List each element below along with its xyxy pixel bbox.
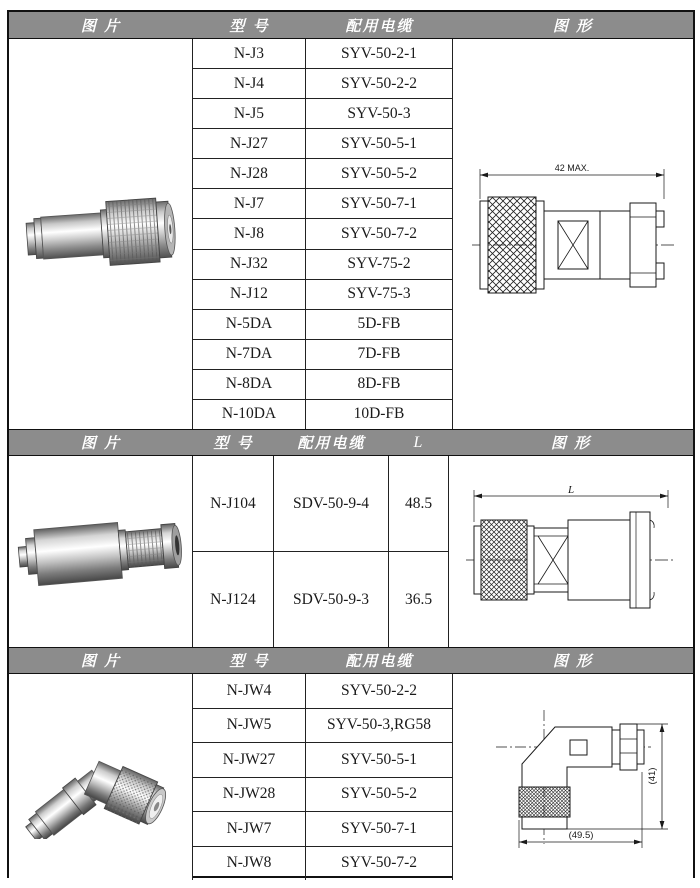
table-row bbox=[193, 674, 453, 709]
model-cell: N-J124 bbox=[193, 552, 274, 647]
connector-photo-right-angle bbox=[9, 674, 193, 880]
cable-cell: SYV-75-3 bbox=[306, 280, 453, 309]
connector-table bbox=[7, 10, 695, 878]
connector-photo-straight bbox=[9, 39, 193, 429]
table-row bbox=[193, 69, 453, 99]
diagram-right-angle-n bbox=[453, 674, 693, 880]
header-cable: 配用电缆 bbox=[345, 653, 414, 670]
dim-label-49-5: (49.5) bbox=[568, 830, 594, 841]
cable-cell: SYV-50-2-2 bbox=[306, 69, 453, 98]
table-row bbox=[193, 189, 453, 219]
section2-header-row bbox=[9, 429, 693, 456]
diagram-straight-n bbox=[453, 39, 693, 429]
model-cell: N-5DA bbox=[193, 310, 306, 339]
header-model: 型 号 bbox=[229, 653, 270, 670]
header-cable: 配用电缆 bbox=[297, 435, 366, 452]
table-row bbox=[193, 778, 453, 813]
model-cell: N-J27 bbox=[193, 129, 306, 158]
cable-cell: 7D-FB bbox=[306, 340, 453, 369]
sdv-connector-photo-image bbox=[15, 496, 187, 608]
section1-rows bbox=[193, 39, 453, 429]
table-row bbox=[193, 250, 453, 280]
section3-header-row bbox=[9, 647, 693, 674]
section1-header-row bbox=[9, 12, 693, 39]
model-cell: N-J3 bbox=[193, 39, 306, 68]
cable-cell: SYV-50-5-2 bbox=[306, 778, 453, 812]
header-diagram: 图 形 bbox=[550, 435, 592, 452]
header-photo: 图 片 bbox=[80, 17, 122, 35]
table-row bbox=[193, 552, 449, 647]
header-photo: 图 片 bbox=[80, 435, 122, 452]
connector-photo-sdv bbox=[9, 456, 193, 647]
model-cell: N-8DA bbox=[193, 370, 306, 399]
model-cell: N-JW7 bbox=[193, 812, 306, 846]
model-cell: N-10DA bbox=[193, 400, 306, 429]
model-cell: N-J12 bbox=[193, 280, 306, 309]
section-sdv-n bbox=[9, 429, 693, 647]
section2-rows bbox=[193, 456, 449, 647]
length-cell: 48.5 bbox=[389, 456, 449, 551]
cable-cell: 8D-FB bbox=[306, 370, 453, 399]
right-angle-n-drawing bbox=[471, 696, 675, 858]
sdv-n-drawing bbox=[464, 482, 678, 622]
cable-cell: SYV-50-2-2 bbox=[306, 674, 453, 708]
model-cell: N-JW27 bbox=[193, 743, 306, 777]
model-cell: N-J28 bbox=[193, 159, 306, 188]
header-l: L bbox=[413, 433, 425, 451]
header-diagram: 图 形 bbox=[552, 653, 594, 670]
table-row bbox=[193, 39, 453, 69]
table-row bbox=[193, 400, 453, 429]
cable-cell: SYV-50-7-1 bbox=[306, 812, 453, 846]
table-row bbox=[193, 219, 453, 249]
table-row bbox=[193, 310, 453, 340]
cable-cell: SYV-50-7-2 bbox=[306, 847, 453, 881]
table-row bbox=[193, 99, 453, 129]
model-cell: N-J4 bbox=[193, 69, 306, 98]
right-angle-connector-photo-image bbox=[21, 715, 181, 839]
model-cell: N-JW5 bbox=[193, 709, 306, 743]
cable-cell: SYV-50-5-1 bbox=[306, 129, 453, 158]
cable-cell: SYV-50-7-2 bbox=[306, 219, 453, 248]
header-model: 型 号 bbox=[213, 435, 254, 452]
cable-cell: SYV-50-7-1 bbox=[306, 189, 453, 218]
cable-cell: SYV-50-3 bbox=[306, 99, 453, 128]
cable-cell: SYV-50-5-2 bbox=[306, 159, 453, 188]
header-photo: 图 片 bbox=[80, 653, 122, 670]
section-straight-n bbox=[9, 12, 693, 429]
section3-rows bbox=[193, 674, 453, 880]
table-row bbox=[193, 847, 453, 881]
cable-cell: 10D-FB bbox=[306, 400, 453, 429]
table-row bbox=[193, 456, 449, 552]
model-cell: N-J32 bbox=[193, 250, 306, 279]
table-row bbox=[193, 340, 453, 370]
cable-cell: 5D-FB bbox=[306, 310, 453, 339]
model-cell: N-J7 bbox=[193, 189, 306, 218]
cable-cell: SYV-75-2 bbox=[306, 250, 453, 279]
dim-label-41: (41) bbox=[647, 767, 658, 785]
section-right-angle-n bbox=[9, 647, 693, 880]
diagram-sdv-n bbox=[449, 456, 693, 647]
length-cell: 36.5 bbox=[389, 552, 449, 647]
table-row bbox=[193, 743, 453, 778]
cable-cell: SYV-50-2-1 bbox=[306, 39, 453, 68]
straight-n-drawing bbox=[468, 159, 678, 309]
model-cell: N-J8 bbox=[193, 219, 306, 248]
straight-connector-photo-image bbox=[21, 186, 181, 282]
model-cell: N-JW8 bbox=[193, 847, 306, 881]
header-cable: 配用电缆 bbox=[345, 17, 414, 35]
cable-cell: SDV-50-9-4 bbox=[274, 456, 389, 551]
cable-cell: SYV-50-5-1 bbox=[306, 743, 453, 777]
table-row bbox=[193, 129, 453, 159]
table-row bbox=[193, 280, 453, 310]
header-diagram: 图 形 bbox=[552, 17, 594, 35]
table-row bbox=[193, 709, 453, 744]
model-cell: N-J5 bbox=[193, 99, 306, 128]
dim-label-L: L bbox=[567, 483, 575, 496]
model-cell: N-JW28 bbox=[193, 778, 306, 812]
cable-cell: SYV-50-3,RG58 bbox=[306, 709, 453, 743]
table-row bbox=[193, 159, 453, 189]
header-model: 型 号 bbox=[229, 17, 270, 35]
cable-cell: SDV-50-9-3 bbox=[274, 552, 389, 647]
table-row bbox=[193, 370, 453, 400]
table-row bbox=[193, 812, 453, 847]
dim-label-42max: 42 MAX. bbox=[554, 163, 590, 173]
model-cell: N-7DA bbox=[193, 340, 306, 369]
model-cell: N-J104 bbox=[193, 456, 274, 551]
model-cell: N-JW4 bbox=[193, 674, 306, 708]
